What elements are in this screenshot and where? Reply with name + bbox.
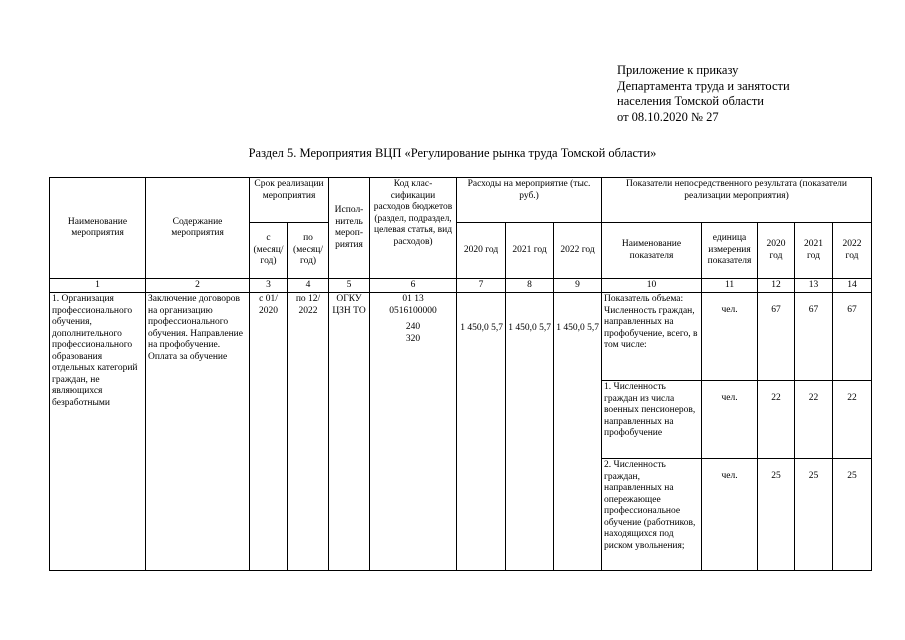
- header-term-to: по (месяц/ год): [288, 223, 329, 279]
- header-line-4: от 08.10.2020 № 27: [617, 109, 719, 124]
- indicator-value-2022: 25: [833, 459, 872, 571]
- header-budget-code: Код клас- сификации расходов бюджетов (раздел, подраздел, целевая статья, вид расходов): [370, 178, 457, 279]
- expense-2021: 1 450,0 5,7: [506, 293, 554, 571]
- header-ind-2022: 2022 год: [833, 223, 872, 279]
- measures-table: [49, 177, 872, 571]
- measure-content: Заключение договоров на организацию профессионального обучения. Направление на профобучение. Оплата за обучение: [146, 293, 250, 571]
- header-year-2021: 2021 год: [506, 223, 554, 279]
- indicator-unit: чел.: [702, 459, 758, 571]
- column-number: 3: [250, 279, 288, 293]
- column-number: 8: [506, 279, 554, 293]
- indicator-value-2020: 22: [758, 381, 795, 459]
- header-term-from: с (месяц/ год): [250, 223, 288, 279]
- indicator-value-2021: 25: [795, 459, 833, 571]
- expense-2022: 1 450,0 5,7: [554, 293, 602, 571]
- header-ind-name: Наименование показателя: [602, 223, 702, 279]
- column-number: 6: [370, 279, 457, 293]
- indicator-value-2021: 67: [795, 293, 833, 381]
- column-number: 5: [329, 279, 370, 293]
- table-row: [50, 293, 872, 381]
- column-number: 11: [702, 279, 758, 293]
- indicator-value-2022: 67: [833, 293, 872, 381]
- measure-name: 1. Организация профессионального обучения, дополнительного профессионального образования отдельных категорий граждан, не являющихся безработными: [50, 293, 146, 571]
- column-number: 10: [602, 279, 702, 293]
- indicator-unit: чел.: [702, 381, 758, 459]
- header-content: Содержание мероприятия: [146, 178, 250, 279]
- indicator-value-2021: 22: [795, 381, 833, 459]
- header-ind-2021: 2021 год: [795, 223, 833, 279]
- budget-code-line: 320: [405, 333, 421, 344]
- header-line-1: Приложение к приказу: [617, 63, 739, 77]
- indicator-name: 2. Численность граждан, направленных на опережающее профессиональное обучение (работников, находящихся под риском увольнения;: [602, 459, 702, 571]
- term-from: с 01/ 2020: [250, 293, 288, 571]
- budget-code-line: 0516100000: [389, 305, 437, 316]
- header-line-2: Департамента труда и занятости: [617, 78, 790, 93]
- budget-code: [370, 293, 457, 571]
- header-expenses: Расходы на мероприятие (тыс. руб.): [457, 178, 602, 223]
- column-number: 14: [833, 279, 872, 293]
- budget-code-line: 01 13: [402, 294, 424, 304]
- header-name: Наименование мероприятия: [50, 178, 146, 279]
- section-title: Раздел 5. Мероприятия ВЦП «Регулирование рынка труда Томской области»: [248, 146, 657, 160]
- indicator-name: 1. Численность граждан из числа военных пенсионеров, направленных на профобучение: [602, 381, 702, 459]
- column-number: 7: [457, 279, 506, 293]
- indicator-value-2022: 22: [833, 381, 872, 459]
- indicator-value-2020: 25: [758, 459, 795, 571]
- header-ind-unit: единица измерения показателя: [702, 223, 758, 279]
- header-line-3: населения Томской области: [617, 94, 764, 108]
- executor: ОГКУ ЦЗН ТО: [329, 293, 370, 571]
- column-number: 13: [795, 279, 833, 293]
- column-number: 12: [758, 279, 795, 293]
- term-to: по 12/ 2022: [288, 293, 329, 571]
- header-term: Срок реализации мероприятия: [250, 178, 329, 223]
- column-number: 9: [554, 279, 602, 293]
- document-header: [617, 63, 790, 125]
- header-executor: Испол- нитель мероп- риятия: [329, 178, 370, 279]
- budget-code-line: 240: [405, 322, 421, 332]
- column-number: 4: [288, 279, 329, 293]
- column-number: 1: [50, 279, 146, 293]
- header-year-2022: 2022 год: [554, 223, 602, 279]
- header-indicators: Показатели непосредственного результата (показатели реализации мероприятия): [602, 178, 872, 223]
- indicator-value-2020: 67: [758, 293, 795, 381]
- header-year-2020: 2020 год: [457, 223, 506, 279]
- column-number: 2: [146, 279, 250, 293]
- column-numbers-row: [50, 279, 872, 293]
- header-ind-2020: 2020 год: [758, 223, 795, 279]
- indicator-name: Показатель объема: Численность граждан, направленных на профобучение, всего, в том числе:: [602, 293, 702, 381]
- indicator-unit: чел.: [702, 293, 758, 381]
- expense-2020: 1 450,0 5,7: [457, 293, 506, 571]
